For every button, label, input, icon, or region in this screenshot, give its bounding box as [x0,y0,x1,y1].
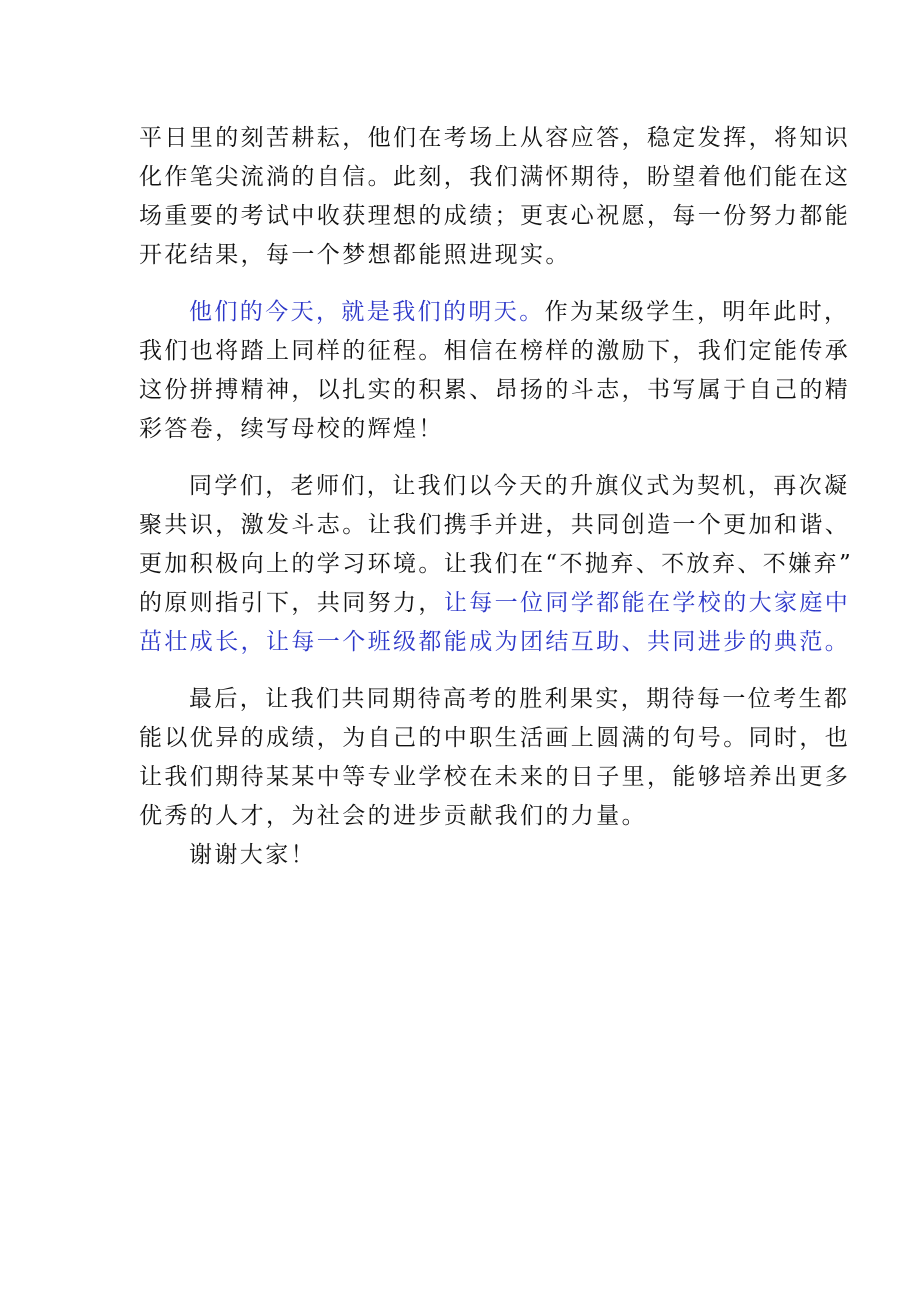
text-run: 最后，让我们共同期待高考的胜利果实，期待每一位考生都 [189,686,850,712]
paragraph-1-line-2 [139,158,851,197]
text-run: 谢谢大家！ [189,842,316,868]
highlighted-text-run: 让每一位同学都能在学校的大家庭中 [443,590,851,616]
text-run: 我们也将踏上同样的征程。相信在榜样的激励下，我们定能传承 [139,338,851,364]
text-run: 让我们期待某某中等专业学校在未来的日子里，能够培养出更多 [139,764,851,790]
text-run: 能以优异的成绩，为自己的中职生活画上圆满的句号。同时，也 [139,725,851,751]
paragraph-2-line-3 [139,371,851,410]
text-run: 的原则指引下，共同努力， [139,590,444,616]
text-run: 同学们，老师们，让我们以今天的升旗仪式为契机，再次凝 [189,473,850,499]
text-run: 更加积极向上的学习环境。让我们在“不抛弃、不放弃、不嫌弃” [139,551,854,577]
highlighted-text-run: 茁壮成长，让每一个班级都能成为团结互助、共同进步的典范。 [139,629,851,655]
paragraph-2-line-1 [139,293,850,332]
paragraph-1-line-1 [139,119,851,158]
text-run: 开花结果，每一个梦想都能照进现实。 [139,242,571,268]
text-run: 聚共识，激发斗志。让我们携手并进，共同创造一个更加和谐、 [139,512,851,538]
paragraph-3-line-1 [139,467,850,506]
paragraph-2-line-2 [139,332,851,371]
paragraph-3-line-2 [139,506,851,545]
paragraph-4-line-4 [139,797,789,836]
document-body [139,119,854,875]
text-run: 场重要的考试中收获理想的成绩；更衷心祝愿，每一份努力都能 [139,203,851,229]
text-run: 化作笔尖流淌的自信。此刻，我们满怀期待，盼望着他们能在这 [139,164,851,190]
text-run: 作为某级学生，明年此时， [544,299,850,325]
paragraph-1-line-4 [139,236,789,275]
text-run: 这份拼搏精神，以扎实的积累、昂扬的斗志，书写属于自己的精 [139,377,851,403]
closing-line [139,836,789,875]
paragraph-3-line-5 [139,623,851,662]
paragraph-4-line-1 [139,680,850,719]
paragraph-4-line-3 [139,758,851,797]
text-run: 彩答卷，续写母校的辉煌！ [139,416,444,442]
highlighted-text-run: 他们的今天，就是我们的明天。 [189,299,545,325]
paragraph-3-line-3 [139,545,854,584]
text-run: 优秀的人才，为社会的进步贡献我们的力量。 [139,803,647,829]
paragraph-4-line-2 [139,719,851,758]
paragraph-2-line-4 [139,410,789,449]
text-run: 平日里的刻苦耕耘，他们在考场上从容应答，稳定发挥，将知识 [139,125,851,151]
paragraph-3-line-4 [139,584,851,623]
paragraph-1-line-3 [139,197,851,236]
